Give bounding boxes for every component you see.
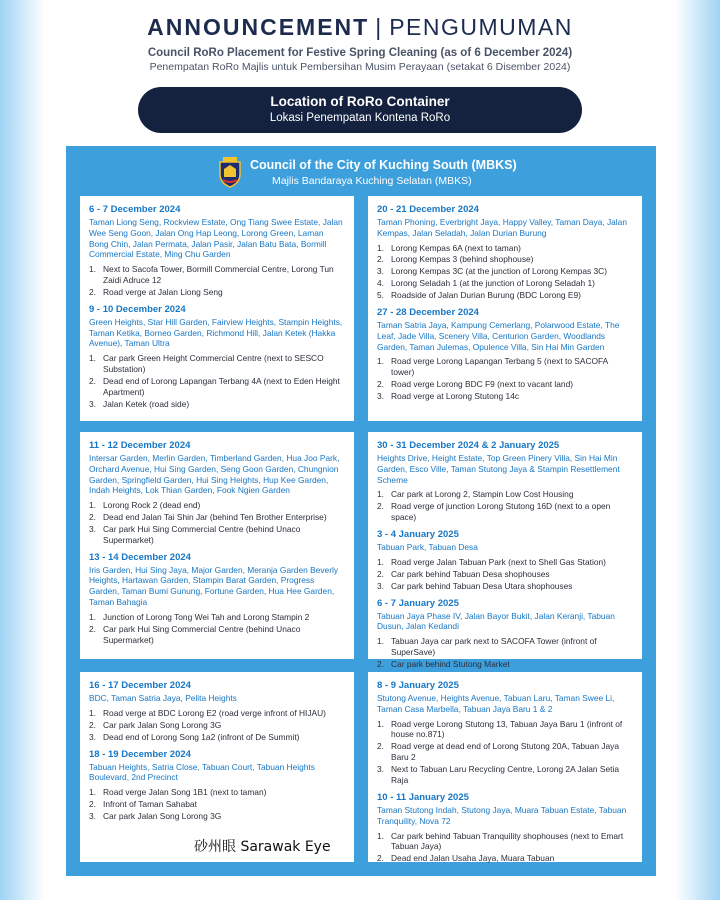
location-item [377,569,633,580]
location-number: 1. [377,830,384,841]
location-number: 4. [377,278,384,289]
date-block [377,529,633,592]
location-text: Car park Jalan Song Lorong 3G [103,810,222,821]
date-block [377,307,633,402]
location-item [89,732,345,743]
location-number: 2. [89,623,96,634]
date-block [377,204,633,301]
container-locations [377,243,633,302]
collection-date: 18 - 19 December 2024 [89,748,191,760]
location-item [377,764,633,786]
collection-date: 6 - 7 January 2025 [377,597,459,609]
location-item [377,379,633,390]
location-text: Next to Tabuan Laru Recycling Centre, Lorong 2A Jalan Setia Raja [391,764,619,786]
banner-title-ms: Lokasi Penempatan Kontena RoRo [269,112,451,124]
location-number: 2. [377,741,384,752]
location-text: Road verge at Lorong Stutong 14c [391,391,520,402]
location-number: 1. [89,353,96,364]
location-number: 1. [377,489,384,500]
collection-date: 3 - 4 January 2025 [377,529,459,541]
date-block [377,680,633,786]
date-block [89,552,345,646]
covered-areas: Taman Liong Seng, Rockview Estate, Ong Tiang Swee Estate, Jalan Wee Seng Goon, Jalan Ong Hap Leong, Lorong Green, Laman Bong Chin, Jalan Permata, Jalan Pasir, Jalan Batu Bata, Bormill Commercial Estate, Ming Chu Garden [89,217,343,260]
title-separator: | [375,14,384,40]
location-number: 3. [377,391,384,402]
location-item [377,243,633,254]
location-item [89,787,345,798]
location-item [377,853,633,864]
location-text: Dead end Jalan Tai Shin Jar (behind Ten Brother Enterprise) [103,511,327,522]
location-number: 2. [89,798,96,809]
location-item [377,391,633,402]
title-en: ANNOUNCEMENT [147,14,370,40]
location-text: Car park at Lorong 2, Stampin Low Cost Housing [391,489,574,500]
container-locations [89,353,345,410]
location-text: Car park behind Tabuan Tranquility shophouses (next to Emart Tabuan Jaya) [391,830,624,852]
container-locations [89,708,345,743]
collection-date: 10 - 11 January 2025 [377,792,469,804]
location-item [377,254,633,265]
location-text: Car park behind Tabuan Desa shophouses [391,568,550,579]
location-text: Car park behind Tabuan Desa Utara shophouses [391,580,573,591]
location-item [89,512,345,523]
location-text: Lorong Kempas 6A (next to taman) [391,242,521,253]
banner-title-en: Location of RoRo Container [270,94,450,109]
location-text: Road verge at BDC Lorong E2 (road verge infront of HIJAU) [103,707,326,718]
location-item [89,287,345,298]
title-ms: PENGUMUMAN [389,14,573,40]
location-text: Car park Green Height Commercial Centre (next to SESCO Substation) [103,353,324,374]
collection-date: 11 - 12 December 2024 [89,440,191,451]
location-text: Next to Sacofa Tower, Bormill Commercial Centre, Lorong Tun Zaidi Adruce 12 [103,264,334,285]
council-name-en: Council of the City of Kuching South (MBKS) [250,158,517,172]
collection-date: 30 - 31 December 2024 & 2 January 2025 [377,440,560,451]
location-item [89,264,345,286]
covered-areas: Taman Stutong Indah, Stutong Jaya, Muara Tabuan Estate, Tabuan Tranquility, Nova 72 [377,805,627,826]
covered-areas: Tabuan Jaya Phase IV, Jalan Bayor Bukit, Jalan Keranji, Tabuan Dusun, Jalan Kedandi [377,610,615,632]
covered-areas: Tabuan Heights, Satria Close, Tabuan Court, Tabuan Heights Boulevard, 2nd Precinct [89,761,315,783]
location-number: 2. [89,375,96,386]
location-item [89,811,345,822]
location-item [89,708,345,719]
location-item [89,399,345,410]
covered-areas: Taman Phoning, Everbright Jaya, Happy Valley, Taman Daya, Jalan Kempas, Jalan Seladah, Jalan Durian Burung [377,217,627,238]
covered-areas: Intersar Garden, Merlin Garden, Timberland Garden, Hua Joo Park, Orchard Avenue, Hui Sing Garden, Seng Goon Garden, Chungnion Garden, Springfield Garden, Hui Sing Heights, Hup Kee Garden, Indah Heights, Lok Thian Garden, Fook Ngien Garden [89,453,340,496]
location-number: 2. [377,853,384,864]
watermark: 砂州眼 Sarawak Eye [192,836,333,856]
collection-date: 8 - 9 January 2025 [377,680,459,691]
location-text: Car park Jalan Song Lorong 3G [103,719,222,730]
location-text: Infront of Taman Sahabat [103,798,197,809]
date-block [89,440,345,546]
collection-date: 20 - 21 December 2024 [377,204,479,215]
covered-areas: Heights Drive, Height Estate, Top Green Pinery Villa, Sin Hai Min Garden, Esco Ville, Taman Stutong Jaya & Stampin Resettlement Scheme [377,453,620,485]
location-item [377,290,633,301]
date-block [377,792,633,864]
location-number: 3. [377,266,384,277]
council-heading [66,156,656,190]
location-number: 1. [89,787,96,798]
location-number: 2. [89,719,96,730]
location-item [377,356,633,378]
council-crest-icon [218,156,242,188]
location-text: Road verge Lorong BDC F9 (next to vacant land) [391,379,574,390]
location-number: 2. [89,286,96,297]
location-text: Road verge at dead end of Lorong Stutong 20A, Tabuan Jaya Baru 2 [391,741,620,763]
location-number: 2. [89,511,96,522]
location-number: 3. [89,398,96,409]
location-item [89,376,345,398]
location-text: Dead end Jalan Usaha Jaya, Muara Tabuan [391,853,555,864]
schedule-card [80,432,354,659]
location-item [89,353,345,375]
collection-date: 16 - 17 December 2024 [89,680,191,691]
container-locations [377,557,633,592]
council-name-ms: Majlis Bandaraya Kuching Selatan (MBKS) [272,175,472,187]
location-text: Junction of Lorong Tong Wei Tah and Lorong Stampin 2 [103,611,310,622]
location-text: Lorong Kempas 3C (at the junction of Lorong Kempas 3C) [391,266,608,277]
schedule-card [368,432,642,669]
location-item [89,500,345,511]
container-locations [89,500,345,546]
date-block [89,204,345,298]
location-number: 1. [377,356,384,367]
location-number: 5. [377,290,384,301]
subtitle-ms: Penempatan RoRo Majlis untuk Pembersihan Musim Perayaan (setakat 6 Disember 2024) [149,61,571,73]
location-text: Lorong Kempas 3 (behind shophouse) [391,254,534,265]
date-block [89,680,345,743]
location-number: 1. [89,264,96,274]
location-item [89,720,345,731]
container-locations [89,264,345,298]
covered-areas: Green Heights, Star Hill Garden, Fairview Heights, Stampin Heights, Taman Ketika, Borneo Garden, Richmond Hill, Jalan Ketek (Hakka Avenue), Taman Ultra [89,316,343,349]
location-text: Road verge Jalan Tabuan Park (next to Shell Gas Station) [391,556,606,567]
location-item [377,636,633,658]
location-number: 2. [377,254,384,265]
location-number: 1. [89,500,96,510]
container-locations [377,636,633,670]
location-item [89,624,345,646]
date-block [89,304,345,410]
container-locations [89,612,345,646]
location-text: Road verge Lorong Lapangan Terbang 5 (next to SACOFA tower) [391,356,608,378]
location-text: Car park Hui Sing Commercial Centre (behind Unaco Supermarket) [103,623,301,645]
collection-date: 6 - 7 December 2024 [89,204,181,215]
container-locations [377,489,633,523]
location-number: 2. [377,568,384,579]
covered-areas: Tabuan Park, Tabuan Desa [377,542,478,553]
location-text: Jalan Ketek (road side) [103,398,190,409]
schedule-card [80,672,354,862]
collection-date: 27 - 28 December 2024 [377,307,479,319]
location-text: Lorong Seladah 1 (at the junction of Lorong Seladah 1) [391,278,595,289]
location-item [377,719,633,741]
location-item [377,557,633,568]
location-number: 1. [377,556,384,567]
location-text: Road verge Lorong Stutong 13, Tabuan Jaya Baru 1 (infront of house no.871) [391,718,623,740]
location-text: Road verge Jalan Song 1B1 (next to taman) [103,787,267,798]
location-text: Tabuan Jaya car park next to SACOFA Tower (infront of SuperSave) [391,636,597,657]
location-number: 3. [89,810,96,821]
location-item [377,741,633,763]
location-text: Road verge of junction Lorong Stutong 16D (next to a open space) [391,501,611,523]
schedule-board [66,146,656,876]
location-number: 2. [377,501,384,512]
location-item [89,524,345,546]
schedule-card [368,196,642,421]
schedule-card [80,196,354,421]
date-block [377,598,633,670]
location-text: Dead end of Lorong Lapangan Terbang 4A (next to Eden Height Apartment) [103,375,340,397]
location-item [89,612,345,623]
location-item [377,489,633,500]
location-number: 1. [377,242,384,253]
location-number: 1. [89,611,96,622]
location-text: Roadside of Jalan Durian Burung (BDC Lorong E9) [391,290,581,301]
subtitle-en: Council RoRo Placement for Festive Spring Cleaning (as of 6 December 2024) [147,47,573,59]
location-text: Car park Hui Sing Commercial Centre (behind Unaco Supermarket) [103,523,301,545]
location-number: 3. [377,764,384,775]
location-number: 2. [377,658,384,669]
location-text: Car park behind Stutong Market [391,658,510,669]
collection-date: 9 - 10 December 2024 [89,303,186,315]
schedule-card [368,672,642,862]
container-locations [377,356,633,402]
covered-areas: Iris Garden, Hui Sing Jaya, Major Garden, Meranja Garden Beverly Heights, Hartawan Garden, Stampin Barat Garden, Progress Garden, Taman Bumi Gunung, Fortune Garden, Hua Hee Garden, Taman Bahagia [89,564,339,607]
location-item [89,799,345,810]
location-number: 3. [89,731,96,742]
date-block [377,440,633,523]
announcement-header [0,14,720,73]
covered-areas: Taman Satria Jaya, Kampung Cemerlang, Polarwood Estate, The Leaf, Jade Villa, Scenery Villa, Centurion Garden, Woodlands Garden, Taman Julemas, Opulence Villa, Sin Hai Min Garden [377,320,620,352]
location-item [377,659,633,670]
location-item [377,831,633,853]
location-banner [138,87,582,133]
location-number: 1. [377,718,384,729]
container-locations [377,831,633,865]
location-number: 1. [377,636,384,647]
container-locations [89,787,345,822]
location-text: Lorong Rock 2 (dead end) [103,500,201,510]
covered-areas: Stutong Avenue, Heights Avenue, Tabuan Laru, Taman Swee Li, Taman Casa Marbella, Tabuan Jaya Baru 1 & 2 [377,693,615,714]
location-number: 1. [89,707,96,718]
location-item [377,266,633,277]
location-number: 2. [377,379,384,390]
location-number: 3. [377,580,384,591]
covered-areas: BDC, Taman Satria Jaya, Pelita Heights [89,693,237,703]
announcement-title [0,14,720,41]
location-item [377,501,633,523]
location-text: Road verge at Jalan Liong Seng [103,286,223,297]
location-item [377,278,633,289]
location-text: Dead end of Lorong Song 1a2 (infront of De Summit) [103,731,300,742]
date-block [89,749,345,822]
location-item [377,581,633,592]
location-number: 3. [89,523,96,534]
container-locations [377,719,633,787]
collection-date: 13 - 14 December 2024 [89,551,191,563]
